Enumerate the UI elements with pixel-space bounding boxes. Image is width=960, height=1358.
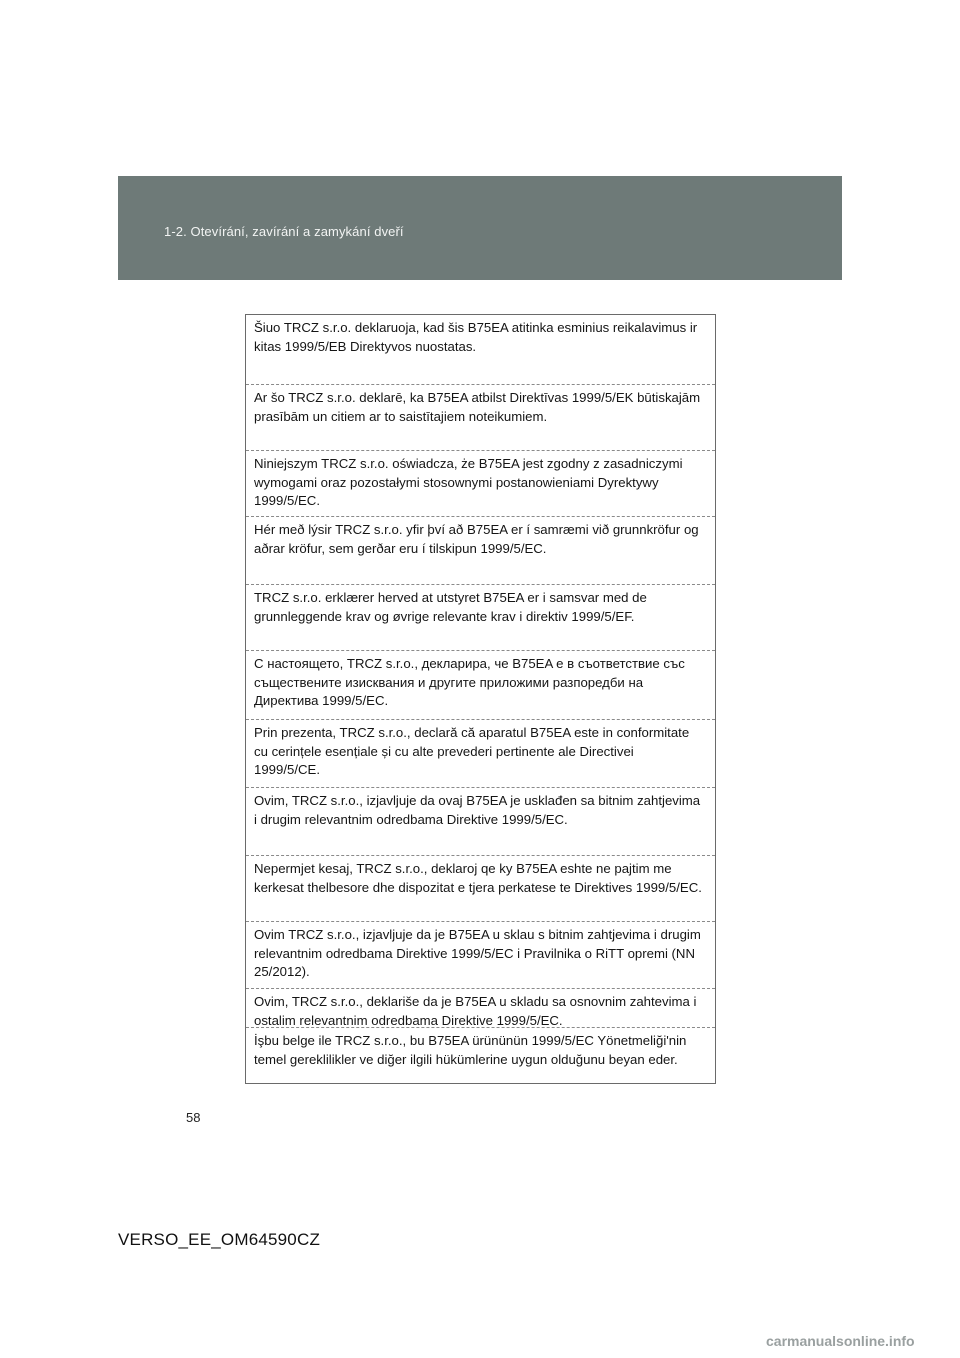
declaration-text: Ovim TRCZ s.r.o., izjavljuje da je B75EA u sklau s bitnim zahtjevima i drugim relevantnim odredbama Direktive 1999/5/EC i Pravilnika o RiTT opremi (NN 25/2012). xyxy=(254,927,701,979)
declaration-latvian xyxy=(246,384,715,426)
declaration-bosnian xyxy=(246,787,715,829)
declaration-box xyxy=(245,314,716,1084)
declaration-text: С настоящето, TRCZ s.r.o., декларира, че B75EA е в съответствие със съществените изисквания и другите приложими разпоредби на Директива 1999/5/ЕС. xyxy=(254,656,685,708)
declaration-turkish xyxy=(246,1027,715,1069)
declaration-norwegian xyxy=(246,584,715,626)
declaration-polish xyxy=(246,450,715,511)
declaration-bulgarian xyxy=(246,650,715,711)
declaration-text: Niniejszym TRCZ s.r.o. oświadcza, że B75EA jest zgodny z zasadniczymi wymogami oraz pozostałymi stosownymi postanowieniami Dyrektywy 1999/5/EC. xyxy=(254,456,683,508)
site-watermark: carmanualsonline.info xyxy=(766,1333,915,1349)
declaration-text: Ovim, TRCZ s.r.o., deklariše da je B75EA u skladu sa osnovnim zahtevima i ostalim relevantnim odredbama Direktive 1999/5/EC. xyxy=(254,994,697,1028)
declaration-lithuanian xyxy=(246,315,715,356)
section-title: 1-2. Otevírání, zavírání a zamykání dveří xyxy=(164,224,404,239)
declaration-text: Ar šo TRCZ s.r.o. deklarē, ka B75EA atbilst Direktīvas 1999/5/EK būtiskajām prasībām un citiem ar to saistītajiem noteikumiem. xyxy=(254,390,701,424)
declaration-text: Nepermjet kesaj, TRCZ s.r.o., deklaroj qe ky B75EA eshte ne pajtim me kerkesat thelbesore dhe dispozitat e tjera perkatese te Direktives 1999/5/EC. xyxy=(254,861,702,895)
declaration-text: TRCZ s.r.o. erklærer herved at utstyret B75EA er i samsvar med de grunnleggende krav og øvrige relevante krav i direktiv 1999/5/EF. xyxy=(254,590,647,624)
section-header-band xyxy=(118,176,842,280)
declaration-serbian xyxy=(246,988,715,1030)
page-number: 58 xyxy=(186,1110,201,1125)
declaration-text: İşbu belge ile TRCZ s.r.o., bu B75EA ürününün 1999/5/EC Yönetmeliği'nin temel gereklilikler ve diğer ilgili hükümlerine uygun olduğunu beyan eder. xyxy=(254,1033,687,1067)
declaration-romanian xyxy=(246,719,715,780)
declaration-text: Prin prezenta, TRCZ s.r.o., declară că aparatul B75EA este in conformitate cu cerințele esențiale și cu alte prevederi pertinente ale Directivei 1999/5/CE. xyxy=(254,725,690,777)
declaration-icelandic xyxy=(246,516,715,558)
declaration-albanian xyxy=(246,855,715,897)
declaration-croatian xyxy=(246,921,715,982)
declaration-text: Hér með lýsir TRCZ s.r.o. yfir því að B75EA er í samræmi við grunnkröfur og aðrar kröfur, sem gerðar eru í tilskipun 1999/5/EC. xyxy=(254,522,699,556)
declaration-text: Šiuo TRCZ s.r.o. deklaruoja, kad šis B75EA atitinka esminius reikalavimus ir kitas 1999/5/EB Direktyvos nuostatas. xyxy=(254,320,698,354)
declaration-text: Ovim, TRCZ s.r.o., izjavljuje da ovaj B75EA je usklađen sa bitnim zahtjevima i drugim relevantnim odredbama Direktive 1999/5/EC. xyxy=(254,793,701,827)
document-code: VERSO_EE_OM64590CZ xyxy=(118,1230,321,1249)
